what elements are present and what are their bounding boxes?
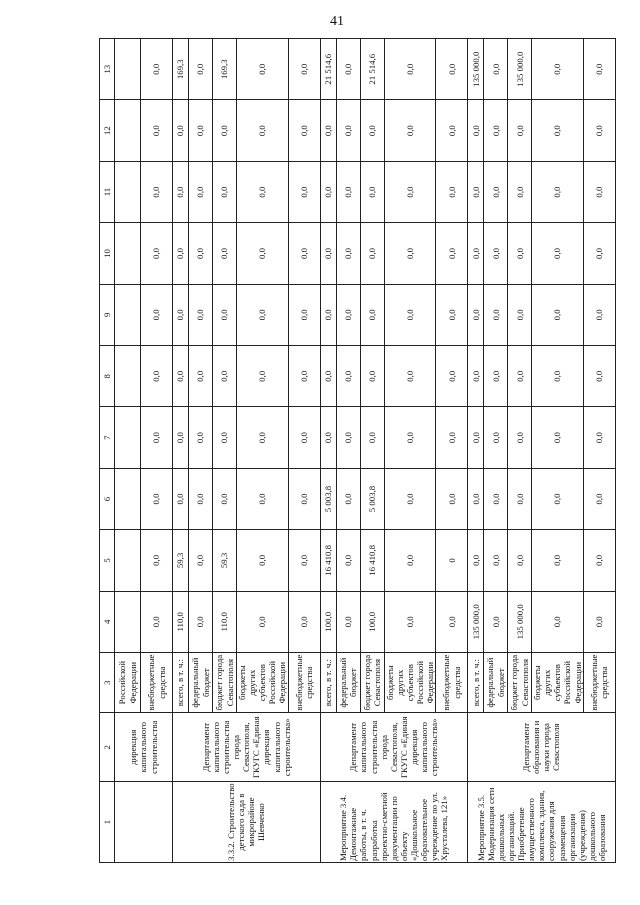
table-row	[115, 39, 141, 863]
value-cell: 0,0	[532, 39, 584, 100]
value-cell: 0,0	[508, 284, 532, 345]
source-cell: федеральный бюджет	[484, 652, 508, 712]
value-cell: 0,0	[141, 530, 173, 591]
value-cell: 0,0	[189, 530, 213, 591]
source-cell: внебюджетные средства	[436, 652, 468, 712]
value-cell	[115, 223, 141, 284]
value-cell: 0,0	[384, 591, 436, 652]
responsible-cell: дирекция капитального строительства	[115, 713, 173, 782]
value-cell: 0,0	[468, 346, 484, 407]
source-cell: бюджет города Севастополя	[508, 652, 532, 712]
value-cell: 0,0	[336, 346, 360, 407]
page-number: 41	[330, 14, 344, 29]
value-cell: 0,0	[436, 39, 468, 100]
value-cell: 0,0	[288, 530, 320, 591]
value-cell: 0,0	[484, 530, 508, 591]
value-cell: 169,3	[173, 39, 189, 100]
value-cell: 0,0	[583, 530, 615, 591]
value-cell: 16 410,8	[360, 530, 384, 591]
value-cell: 0,0	[141, 39, 173, 100]
value-cell: 0,0	[583, 39, 615, 100]
value-cell: 0,0	[173, 407, 189, 468]
value-cell: 0,0	[360, 100, 384, 161]
column-header: 1	[100, 782, 115, 863]
value-cell: 0,0	[532, 284, 584, 345]
value-cell: 0,0	[336, 530, 360, 591]
value-cell: 0,0	[141, 100, 173, 161]
value-cell: 110,0	[213, 591, 237, 652]
value-cell: 0,0	[336, 223, 360, 284]
value-cell: 0,0	[583, 284, 615, 345]
value-cell: 0,0	[436, 591, 468, 652]
value-cell: 0,0	[237, 346, 289, 407]
value-cell: 0,0	[213, 161, 237, 222]
value-cell: 0,0	[173, 346, 189, 407]
value-cell: 0,0	[360, 284, 384, 345]
column-header: 2	[100, 713, 115, 782]
value-cell: 0,0	[237, 407, 289, 468]
value-cell: 0,0	[213, 407, 237, 468]
value-cell: 0,0	[288, 407, 320, 468]
value-cell: 0,0	[484, 223, 508, 284]
source-cell: бюджет города Севастополя	[213, 652, 237, 712]
value-cell: 0,0	[288, 468, 320, 529]
value-cell: 0,0	[237, 223, 289, 284]
value-cell: 0,0	[141, 407, 173, 468]
value-cell: 0,0	[189, 346, 213, 407]
value-cell: 0,0	[288, 591, 320, 652]
value-cell	[115, 161, 141, 222]
value-cell: 0,0	[288, 161, 320, 222]
source-cell: всего, в т. ч.:	[468, 652, 484, 712]
value-cell: 100,0	[320, 591, 336, 652]
value-cell: 0,0	[288, 100, 320, 161]
value-cell: 0,0	[360, 407, 384, 468]
value-cell: 0,0	[189, 591, 213, 652]
value-cell: 0,0	[213, 468, 237, 529]
source-cell: Российской Федерации	[115, 652, 141, 712]
value-cell: 0,0	[288, 39, 320, 100]
value-cell: 0,0	[141, 346, 173, 407]
value-cell: 0,0	[288, 346, 320, 407]
column-header: 4	[100, 591, 115, 652]
value-cell: 0,0	[320, 223, 336, 284]
value-cell: 0,0	[336, 161, 360, 222]
value-cell: 0,0	[384, 100, 436, 161]
source-cell: федеральный бюджет	[336, 652, 360, 712]
column-header: 12	[100, 100, 115, 161]
value-cell: 0,0	[468, 161, 484, 222]
value-cell: 0,0	[583, 591, 615, 652]
value-cell: 0,0	[189, 223, 213, 284]
value-cell: 0,0	[320, 407, 336, 468]
value-cell: 0,0	[141, 161, 173, 222]
source-cell: внебюджетные средства	[141, 652, 173, 712]
value-cell	[115, 284, 141, 345]
value-cell: 0,0	[360, 161, 384, 222]
source-cell: бюджеты других субъектов Российской Федерации	[237, 652, 289, 712]
value-cell: 21 514,6	[360, 39, 384, 100]
value-cell: 0,0	[436, 100, 468, 161]
source-cell: всего, в т. ч.:	[173, 652, 189, 712]
value-cell: 59,3	[173, 530, 189, 591]
value-cell: 0,0	[237, 39, 289, 100]
value-cell: 0,0	[484, 407, 508, 468]
value-cell: 0,0	[320, 346, 336, 407]
value-cell: 0,0	[384, 284, 436, 345]
value-cell: 0,0	[141, 284, 173, 345]
value-cell: 0,0	[173, 223, 189, 284]
value-cell: 110,0	[173, 591, 189, 652]
value-cell: 0,0	[468, 223, 484, 284]
value-cell: 0,0	[288, 284, 320, 345]
value-cell: 0,0	[508, 530, 532, 591]
value-cell: 0,0	[436, 284, 468, 345]
responsible-cell: Департамент капитального строительства города Севастополя, ГКУГС «Единая дирекция капитального строительства»	[320, 713, 468, 782]
value-cell: 0,0	[189, 161, 213, 222]
value-cell: 0,0	[336, 591, 360, 652]
value-cell: 5 003,8	[360, 468, 384, 529]
value-cell: 59,3	[213, 530, 237, 591]
value-cell: 0,0	[320, 161, 336, 222]
value-cell: 0,0	[532, 407, 584, 468]
source-cell: бюджеты других субъектов Российской Федерации	[532, 652, 584, 712]
value-cell	[115, 100, 141, 161]
value-cell: 0,0	[484, 284, 508, 345]
value-cell: 0,0	[468, 468, 484, 529]
value-cell: 0,0	[468, 284, 484, 345]
value-cell: 0,0	[189, 468, 213, 529]
column-header: 7	[100, 407, 115, 468]
value-cell: 135 000,0	[508, 39, 532, 100]
column-header: 10	[100, 223, 115, 284]
table-row	[468, 39, 484, 863]
value-cell: 0,0	[213, 284, 237, 345]
value-cell: 0,0	[508, 100, 532, 161]
value-cell: 0,0	[189, 39, 213, 100]
value-cell: 0,0	[532, 346, 584, 407]
value-cell: 0,0	[237, 530, 289, 591]
value-cell: 0,0	[436, 161, 468, 222]
value-cell: 0,0	[320, 100, 336, 161]
value-cell	[115, 591, 141, 652]
table-body	[100, 39, 616, 863]
value-cell	[115, 346, 141, 407]
source-cell: федеральный бюджет	[189, 652, 213, 712]
source-cell: бюджет города Севастополя	[360, 652, 384, 712]
value-cell: 0,0	[384, 223, 436, 284]
value-cell: 0,0	[468, 100, 484, 161]
header-row	[100, 39, 115, 863]
column-header: 3	[100, 652, 115, 712]
value-cell: 0,0	[532, 161, 584, 222]
program-cell-empty	[115, 782, 173, 863]
value-cell: 0,0	[189, 407, 213, 468]
value-cell: 0,0	[189, 100, 213, 161]
value-cell: 0,0	[237, 284, 289, 345]
value-cell: 0,0	[141, 591, 173, 652]
value-cell: 135 000,0	[468, 591, 484, 652]
value-cell: 0,0	[583, 223, 615, 284]
value-cell: 0,0	[436, 223, 468, 284]
value-cell: 0,0	[532, 468, 584, 529]
value-cell: 0,0	[484, 346, 508, 407]
value-cell: 0,0	[583, 407, 615, 468]
value-cell: 0,0	[173, 161, 189, 222]
value-cell: 0,0	[583, 468, 615, 529]
value-cell: 0,0	[508, 346, 532, 407]
value-cell: 0,0	[336, 100, 360, 161]
rotated-table-container	[99, 38, 610, 863]
value-cell: 0,0	[336, 39, 360, 100]
value-cell: 0,0	[141, 223, 173, 284]
value-cell: 135 000,0	[508, 591, 532, 652]
value-cell: 0,0	[173, 284, 189, 345]
value-cell: 0,0	[384, 39, 436, 100]
value-cell: 0,0	[213, 346, 237, 407]
source-cell: внебюджетные средства	[583, 652, 615, 712]
value-cell: 0,0	[288, 223, 320, 284]
value-cell: 0	[436, 530, 468, 591]
value-cell: 0,0	[237, 591, 289, 652]
value-cell: 0,0	[237, 100, 289, 161]
column-header: 5	[100, 530, 115, 591]
value-cell: 0,0	[468, 407, 484, 468]
column-header: 9	[100, 284, 115, 345]
value-cell: 100,0	[360, 591, 384, 652]
program-cell: 3.3.2. Строительство детского сада в микрорайоне Шевченко	[173, 782, 321, 863]
value-cell: 0,0	[508, 223, 532, 284]
rotated-table-wrapper	[99, 38, 610, 863]
value-cell: 0,0	[532, 530, 584, 591]
value-cell: 5 003,8	[320, 468, 336, 529]
value-cell: 169,3	[213, 39, 237, 100]
value-cell: 0,0	[436, 346, 468, 407]
value-cell: 0,0	[173, 468, 189, 529]
value-cell: 0,0	[532, 223, 584, 284]
value-cell: 0,0	[141, 468, 173, 529]
value-cell: 0,0	[436, 407, 468, 468]
value-cell: 0,0	[237, 161, 289, 222]
value-cell: 0,0	[484, 161, 508, 222]
value-cell: 0,0	[484, 100, 508, 161]
value-cell: 0,0	[508, 407, 532, 468]
value-cell: 0,0	[360, 346, 384, 407]
column-header: 13	[100, 39, 115, 100]
value-cell	[115, 39, 141, 100]
value-cell: 0,0	[336, 284, 360, 345]
value-cell: 0,0	[384, 468, 436, 529]
value-cell: 0,0	[484, 39, 508, 100]
value-cell: 0,0	[508, 161, 532, 222]
value-cell: 0,0	[532, 100, 584, 161]
value-cell: 0,0	[384, 346, 436, 407]
value-cell: 0,0	[508, 468, 532, 529]
responsible-cell: Департамент образования и науки города Севастополя	[468, 713, 616, 782]
value-cell: 0,0	[484, 468, 508, 529]
value-cell: 0,0	[360, 223, 384, 284]
value-cell: 0,0	[384, 530, 436, 591]
value-cell	[115, 530, 141, 591]
value-cell: 0,0	[583, 161, 615, 222]
value-cell: 0,0	[213, 223, 237, 284]
responsible-cell: Департамент капитального строительства города Севастополя, ГКУГС «Единая дирекция капитального строительства»	[173, 713, 321, 782]
value-cell: 0,0	[436, 468, 468, 529]
value-cell	[115, 468, 141, 529]
value-cell: 0,0	[173, 100, 189, 161]
table-row	[320, 39, 336, 863]
program-cell: Мероприятие 3.5. Модернизация сети дошкольных организаций. Приобретение имущественного комплекса, здания, сооружения для размещения организации (учреждения) дошкольного образования	[468, 782, 616, 863]
value-cell: 0,0	[532, 591, 584, 652]
value-cell: 0,0	[384, 407, 436, 468]
source-cell: всего, в т. ч.:	[320, 652, 336, 712]
column-header: 11	[100, 161, 115, 222]
table-row	[173, 39, 189, 863]
value-cell: 0,0	[213, 100, 237, 161]
column-header: 6	[100, 468, 115, 529]
value-cell: 0,0	[484, 591, 508, 652]
value-cell	[115, 407, 141, 468]
value-cell: 135 000,0	[468, 39, 484, 100]
value-cell: 21 514,6	[320, 39, 336, 100]
budget-table	[99, 38, 616, 863]
source-cell: внебюджетные средства	[288, 652, 320, 712]
value-cell: 0,0	[320, 284, 336, 345]
value-cell: 0,0	[189, 284, 213, 345]
value-cell: 0,0	[237, 468, 289, 529]
value-cell: 0,0	[336, 407, 360, 468]
value-cell: 0,0	[384, 161, 436, 222]
column-header: 8	[100, 346, 115, 407]
value-cell: 0,0	[583, 100, 615, 161]
value-cell: 0,0	[336, 468, 360, 529]
value-cell: 0,0	[468, 530, 484, 591]
source-cell: бюджеты других субъектов Российской Федерации	[384, 652, 436, 712]
program-cell: Мероприятие 3.4. Демонтажные работы, в т. ч. разработка проектно-сметной документации по объекту «Дошкольное образовательное учреждение по ул. Хрусталева, 121»	[320, 782, 468, 863]
value-cell: 16 410,8	[320, 530, 336, 591]
value-cell: 0,0	[583, 346, 615, 407]
